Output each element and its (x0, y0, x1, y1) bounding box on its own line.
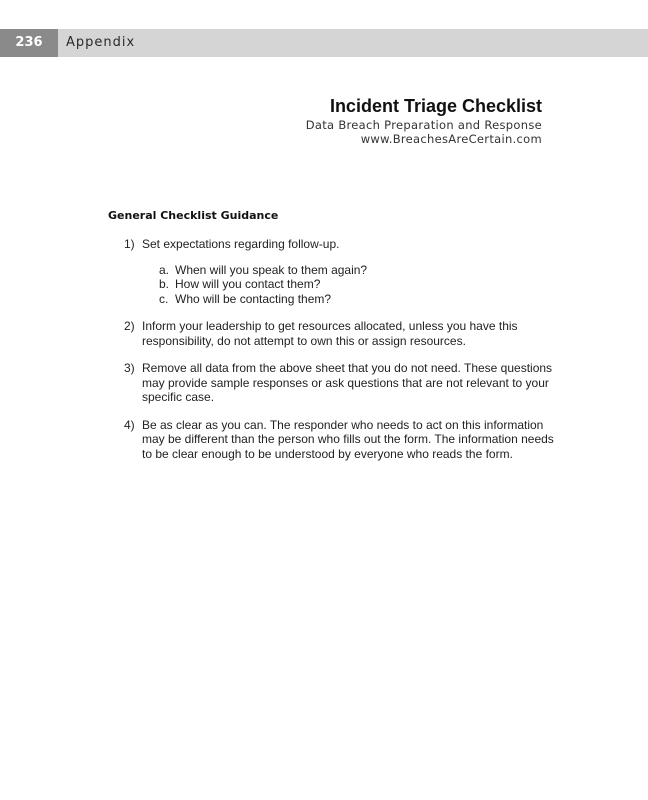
list-item (124, 237, 554, 306)
sub-text: Who will be contacting them? (175, 291, 332, 306)
list-item (124, 418, 554, 462)
item-number: 4) (124, 417, 135, 432)
sub-letter: b. (159, 277, 170, 291)
item-text: Be as clear as you can. The responder who needs to act on this information may be different than the person who fills out the form. The information needs to be clear enough to be understood by everyone who reads the form. (142, 417, 554, 461)
title-block (306, 96, 542, 146)
page-number: 236 (0, 29, 58, 57)
item-number: 3) (124, 361, 135, 375)
item-text: Remove all data from the above sheet that you do not need. These questions may provide sample responses or ask questions that are not relevant to your specific case. (142, 361, 553, 404)
guidance-heading: General Checklist Guidance (108, 209, 279, 222)
item-number: 1) (124, 237, 135, 251)
guidance-list (124, 237, 554, 474)
page-header (0, 29, 648, 57)
list-item (124, 361, 554, 405)
sublist-item (159, 277, 554, 292)
checklist-subtitle: Data Breach Preparation and Response (305, 118, 542, 132)
sub-letter: c. (159, 291, 169, 306)
section-name: Appendix (66, 35, 136, 50)
item-number: 2) (124, 319, 135, 333)
sublist-item (159, 263, 554, 278)
sub-letter: a. (159, 262, 170, 277)
checklist-title: Incident Triage Checklist (329, 96, 542, 116)
sub-text: How will you contact them? (175, 277, 321, 291)
website-url: www.BreachesAreCertain.com (360, 132, 542, 146)
sublist-item (159, 292, 554, 307)
sub-text: When will you speak to them again? (175, 262, 368, 277)
item-text: Inform your leadership to get resources allocated, unless you have this responsibility, do not attempt to own this or assign resources. (142, 319, 518, 348)
item-text: Set expectations regarding follow-up. (142, 237, 340, 251)
sublist (159, 263, 554, 307)
list-item (124, 319, 554, 348)
